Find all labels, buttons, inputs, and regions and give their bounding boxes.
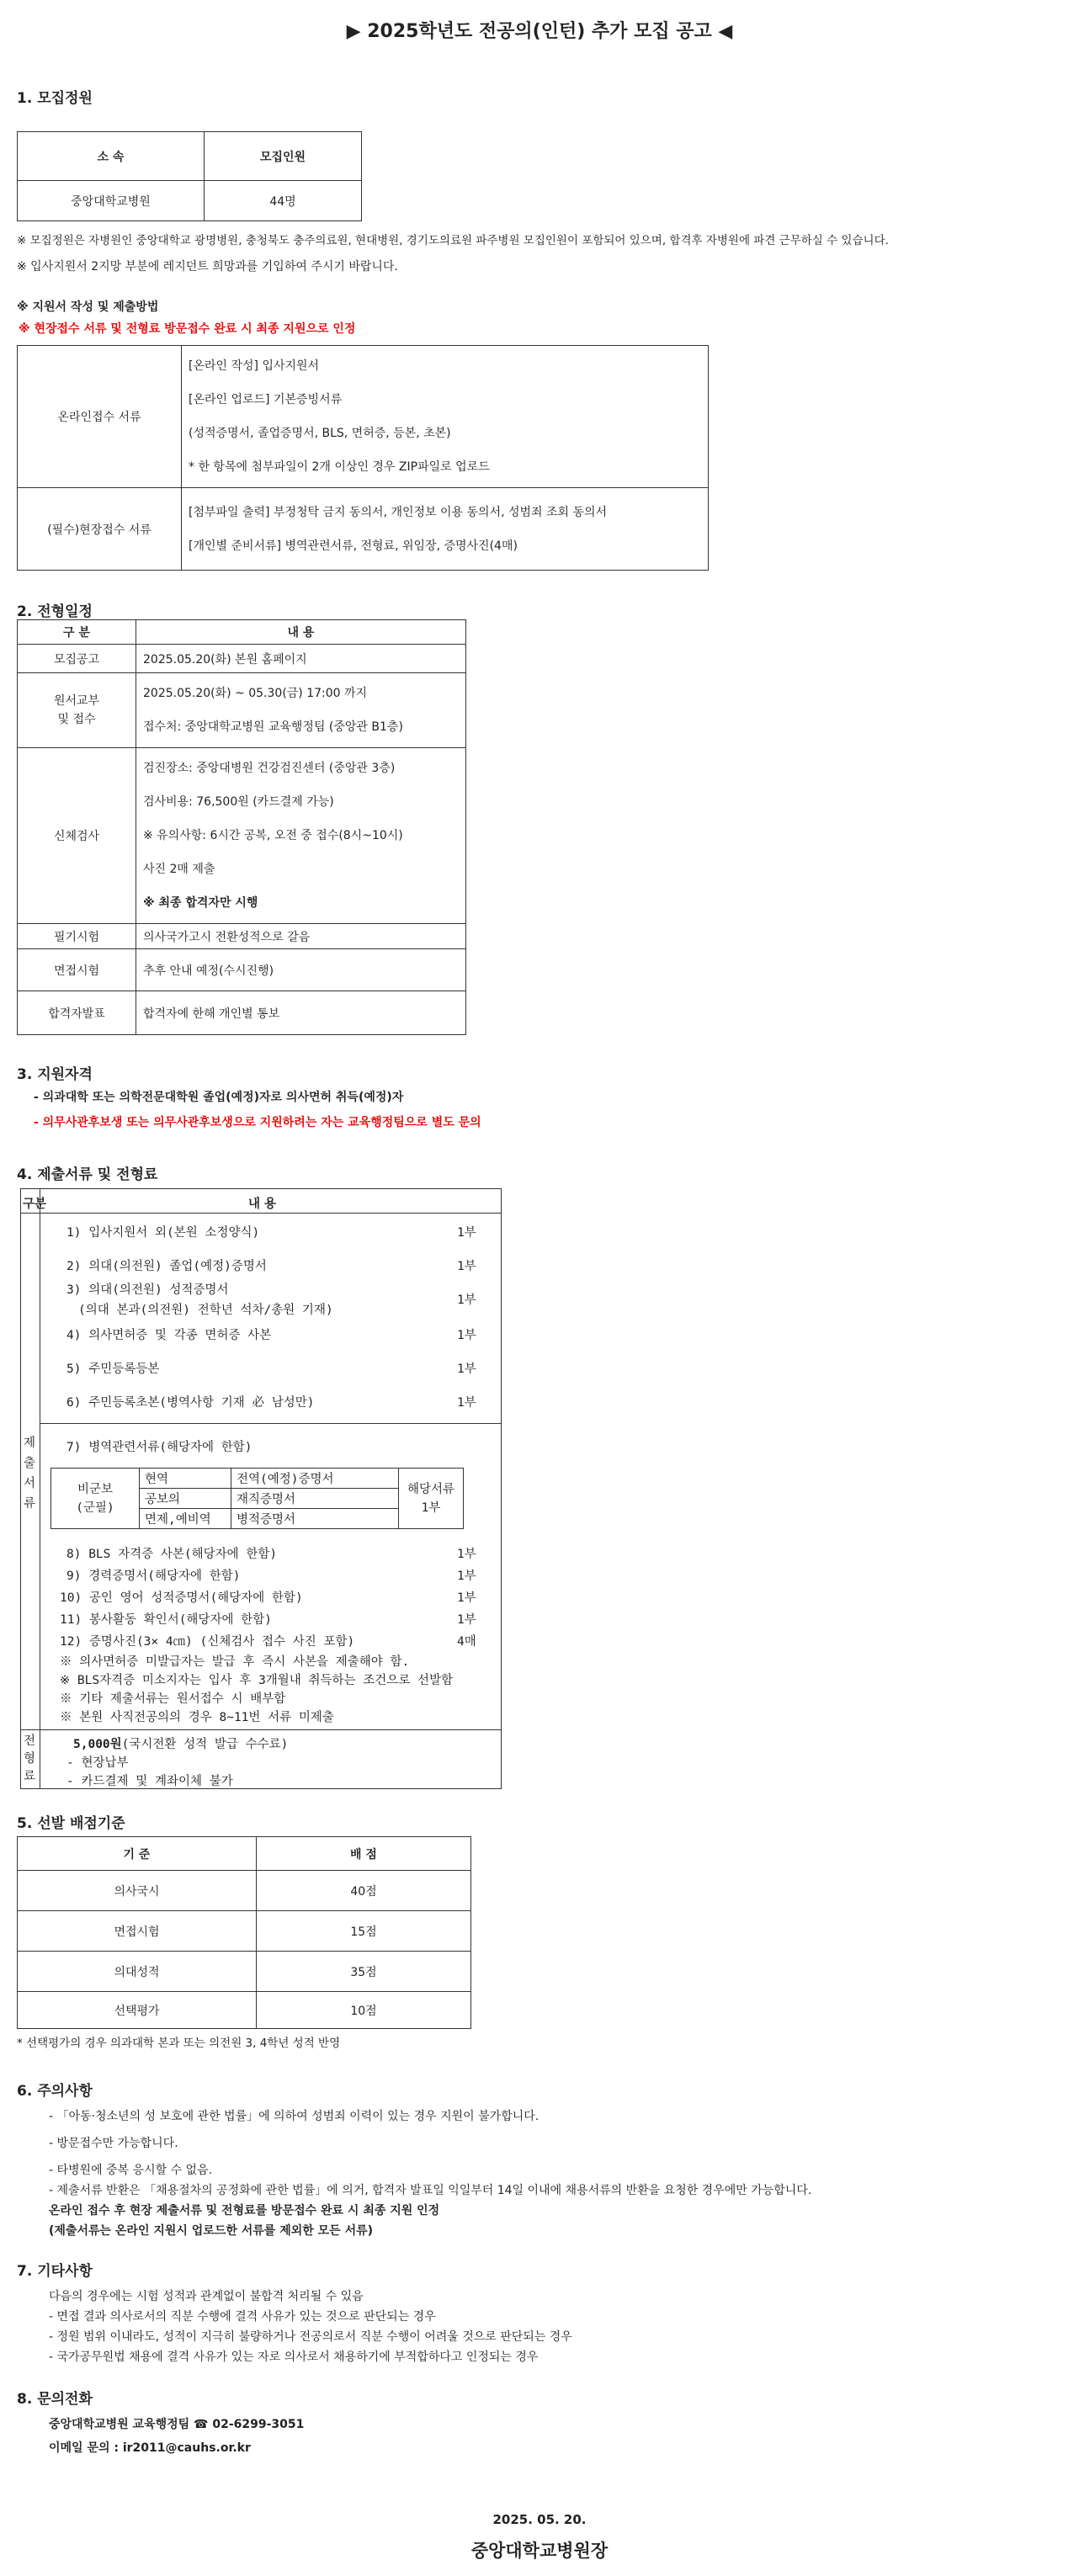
schedule-line: 검진장소: 중앙대병원 건강검진센터 (중앙관 3층) [143, 762, 396, 775]
document-item: 8) BLS 자격증 사본(해당자에 한함) [66, 1548, 278, 1561]
schedule-line: ※ 유의사항: 6시간 공복, 오전 중 접수(8시~10시) [143, 829, 403, 842]
notice-date: 2025. 05. 20. [492, 2512, 587, 2527]
caution-line: - 방문접수만 가능합니다. [49, 2137, 178, 2150]
document-item: 4) 의사면허증 및 각종 면허증 사본 [66, 1329, 272, 1342]
scoring-base: 선택평가 [18, 1992, 257, 2029]
document-note: ※ 기타 제출서류는 원서접수 시 배부함 [60, 1692, 286, 1706]
schedule-kind: 모집공고 [18, 645, 136, 673]
recruit-note-1: ※ 모집정원은 자병원인 중앙대학교 광명병원, 충청북도 충주의료원, 현대병원, 경기도의료원 파주병원 모집인원이 포함되어 있으며, 합격후 자병원에 파견 근무하실 수 있습니다. [17, 234, 889, 247]
section-title-schedule: 2. 전형일정 [17, 603, 93, 620]
scoring-head-base: 기 준 [18, 1837, 257, 1871]
caution-line: - 타병원에 중복 응시할 수 없음. [49, 2164, 213, 2177]
schedule-head-kind: 구 분 [18, 620, 136, 645]
online-doc-line: * 한 항목에 첨부파일이 2개 이상인 경우 ZIP파일로 업로드 [189, 460, 490, 474]
caution-line: - 제출서류 반환은 「채용절차의 공정화에 관한 법률」에 의거, 합격자 발표일 익일부터 14일 이내에 채용서류의 반환을 요청한 경우에만 가능합니다. [49, 2184, 812, 2197]
onsite-doc-line: [첨부파일 출력] 부정청탁 금지 동의서, 개인정보 이용 동의서, 성범죄 조회 동의서 [189, 505, 608, 519]
online-docs-label: 온라인접수 서류 [18, 346, 182, 488]
document-note: ※ BLS자격증 미소지자는 입사 후 3개월내 취득하는 조건으로 선발함 [60, 1674, 454, 1687]
schedule-content [136, 748, 466, 924]
qualification-line-2: - 의무사관후보생 또는 의무사관후보생으로 지원하려는 자는 교육행정팀으로 별도 문의 [34, 1116, 481, 1129]
military-docs-table [50, 1468, 464, 1529]
document-item: 12) 증명사진(3× 4㎝) (신체검사 접수 사진 포함) [60, 1635, 355, 1649]
document-item: 10) 공인 영어 성적증명서(해당자에 한함) [60, 1591, 303, 1605]
recruit-head-count: 모집인원 [205, 132, 362, 181]
document-qty: 1부 [457, 1362, 476, 1376]
document-qty: 1부 [457, 1226, 476, 1240]
section-title-recruit: 1. 모집정원 [17, 90, 93, 107]
schedule-kind: 합격자발표 [18, 991, 136, 1035]
recruit-count: 44명 [205, 181, 362, 221]
schedule-content: 추후 안내 예정(수시진행) [136, 949, 466, 991]
document-item: 6) 주민등록초본(병역사항 기재 必 남성만) [66, 1396, 315, 1410]
scoring-score: 40점 [257, 1871, 471, 1911]
documents-divider [21, 1729, 501, 1730]
qualification-line-1: - 의과대학 또는 의학전문대학원 졸업(예정)자로 의사면허 취득(예정)자 [34, 1091, 404, 1104]
fee-side-label: 전 형 료 [24, 1734, 36, 1783]
document-item: 11) 봉사활동 확인서(해당자에 한함) [60, 1613, 272, 1627]
section-title-scoring: 5. 선발 배점기준 [17, 1815, 125, 1832]
document-note: ※ 의사면허증 미발급자는 발급 후 즉시 사본을 제출해야 함. [60, 1655, 410, 1669]
schedule-content [136, 673, 466, 748]
schedule-line: 검사비용: 76,500원 (카드결제 가능) [143, 795, 334, 809]
others-intro: 다음의 경우에는 시험 성적과 관계없이 불합격 처리될 수 있음 [49, 2290, 364, 2303]
contact-email: 이메일 문의 : ir2011@cauhs.or.kr [49, 2441, 251, 2455]
documents-head-content: 내 용 [248, 1198, 277, 1211]
schedule-line: 2025.05.20(화) ~ 05.30(금) 17:00 까지 [143, 687, 368, 700]
document-qty: 1부 [457, 1260, 476, 1273]
online-doc-line: [온라인 작성] 입사지원서 [189, 359, 320, 373]
schedule-head-content: 내 용 [136, 620, 466, 645]
recruit-head-org: 소 속 [18, 132, 205, 181]
military-doc: 재직증명서 [231, 1489, 399, 1509]
document-item: 2) 의대(의전원) 졸업(예정)증명서 [66, 1260, 267, 1273]
fee-row [73, 1734, 288, 1752]
fee-line: - 현장납부 [66, 1756, 129, 1770]
scoring-note: * 선택평가의 경우 의과대학 본과 또는 의전원 3, 4학년 성적 반영 [17, 2037, 341, 2050]
issuing-org: 중앙대학교병원장 [470, 2541, 609, 2561]
recruit-note-2: ※ 입사지원서 2지망 부분에 레지던트 희망과를 기입하여 주시기 바랍니다. [17, 260, 398, 274]
document-qty: 1부 [457, 1548, 476, 1561]
document-qty: 1부 [457, 1613, 476, 1627]
scoring-base: 면접시험 [18, 1911, 257, 1952]
document-item: 1) 입사지원서 외(본원 소정양식) [66, 1226, 260, 1240]
fee-amount: 5,000원 [73, 1738, 122, 1751]
military-type: 면제,예비역 [140, 1509, 231, 1529]
online-doc-line: [온라인 업로드] 기본증빙서류 [189, 393, 343, 406]
fee-line: - 카드결제 및 계좌이체 불가 [66, 1775, 233, 1788]
schedule-line: ※ 최종 합격자만 시행 [143, 896, 258, 910]
documents-divider [40, 1423, 501, 1424]
document-item: 3) 의대(의전원) 성적증명서 [66, 1283, 229, 1297]
scoring-base: 의사국시 [18, 1871, 257, 1911]
military-qty: 해당서류 1부 [399, 1469, 464, 1529]
recruit-org: 중앙대학교병원 [18, 181, 205, 221]
military-label: 비군보 (군필) [51, 1469, 140, 1529]
scoring-head-score: 배 점 [257, 1837, 471, 1871]
schedule-line: 사진 2매 제출 [143, 863, 215, 876]
document-qty: 4매 [457, 1635, 476, 1649]
schedule-kind: 필기시험 [18, 924, 136, 949]
schedule-table [17, 619, 466, 1035]
schedule-kind: 신체검사 [18, 748, 136, 924]
documents-head-kind: 구분 [23, 1198, 47, 1211]
schedule-content: 2025.05.20(화) 본원 홈페이지 [136, 645, 466, 673]
section-title-documents: 4. 제출서류 및 전형료 [17, 1166, 158, 1183]
document-item: 9) 경력증명서(해당자에 한함) [66, 1570, 241, 1583]
others-line: - 면접 결과 의사로서의 직분 수행에 결격 사유가 있는 것으로 판단되는 경우 [49, 2310, 436, 2324]
scoring-score: 10점 [257, 1992, 471, 2029]
contact-phone: 중앙대학교병원 교육행정팀 ☎ 02-6299-3051 [49, 2418, 305, 2431]
recruit-table [17, 131, 362, 221]
schedule-content: 의사국가고시 전환성적으로 갈음 [136, 924, 466, 949]
online-docs-content [182, 346, 709, 488]
schedule-content: 합격자에 한해 개인별 통보 [136, 991, 466, 1035]
schedule-kind: 원서교부 및 접수 [18, 673, 136, 748]
section-title-qualification: 3. 지원자격 [17, 1066, 93, 1083]
document-item: 7) 병역관련서류(해당자에 한함) [66, 1441, 252, 1454]
military-doc: 전역(예정)증명서 [231, 1469, 399, 1489]
page-title: ▶ 2025학년도 전공의(인턴) 추가 모집 공고 ◀ [346, 21, 733, 42]
documents-side-label: 제 출 서 류 [24, 1437, 36, 1511]
caution-bold-2: (제출서류는 온라인 지원시 업로드한 서류를 제외한 모든 서류) [49, 2224, 374, 2238]
document-qty: 1부 [457, 1293, 476, 1307]
caution-bold-1: 온라인 접수 후 현장 제출서류 및 전형료를 방문접수 완료 시 최종 지원 인정 [49, 2204, 440, 2217]
section-title-others: 7. 기타사항 [17, 2263, 93, 2280]
document-qty: 1부 [457, 1329, 476, 1342]
document-item: 5) 주민등록등본 [66, 1362, 160, 1376]
document-qty: 1부 [457, 1570, 476, 1583]
fee-note: (국시전환 성적 발급 수수료) [121, 1738, 289, 1751]
military-type: 현역 [140, 1469, 231, 1489]
others-line: - 정원 범위 이내라도, 성적이 지극히 불량하거나 전공의로서 직분 수행이 어려울 것으로 판단되는 경우 [49, 2330, 572, 2344]
document-qty: 1부 [457, 1591, 476, 1605]
military-doc: 병적증명서 [231, 1509, 399, 1529]
section-title-contact: 8. 문의전화 [17, 2391, 93, 2408]
caution-line: - 「아동·청소년의 성 보호에 관한 법률」에 의하여 성범죄 이력이 있는 경우 지원이 불가합니다. [49, 2110, 540, 2123]
schedule-line: 접수처: 중앙대학교병원 교육행정팀 (중앙관 B1층) [143, 720, 403, 734]
military-type: 공보의 [140, 1489, 231, 1509]
document-note: ※ 본원 사직전공의의 경우 8~11번 서류 미제출 [60, 1711, 334, 1724]
document-qty: 1부 [457, 1396, 476, 1410]
document-item-sub: (의대 본과(의전원) 전학년 석차/총원 기재) [78, 1304, 333, 1317]
submit-method-table [17, 345, 709, 571]
section-title-cautions: 6. 주의사항 [17, 2083, 93, 2100]
scoring-score: 35점 [257, 1952, 471, 1992]
submit-method-warning: ※ 현장접수 서류 및 전형료 방문접수 완료 시 최종 지원으로 인정 [19, 322, 356, 336]
scoring-table [17, 1836, 471, 2029]
scoring-base: 의대성적 [18, 1952, 257, 1992]
onsite-docs-content [182, 488, 709, 571]
others-line: - 국가공무원법 채용에 결격 사유가 있는 자로 의사로서 채용하기에 부적합하다고 인정되는 경우 [49, 2350, 539, 2364]
schedule-kind: 면접시험 [18, 949, 136, 991]
onsite-docs-label: (필수)현장접수 서류 [18, 488, 182, 571]
onsite-doc-line: [개인별 준비서류] 병역관련서류, 전형료, 위임장, 증명사진(4매) [189, 539, 518, 553]
scoring-score: 15점 [257, 1911, 471, 1952]
submit-method-title: ※ 지원서 작성 및 제출방법 [17, 300, 159, 314]
online-doc-line: (성적증명서, 졸업증명서, BLS, 면허증, 등본, 초본) [189, 427, 451, 440]
